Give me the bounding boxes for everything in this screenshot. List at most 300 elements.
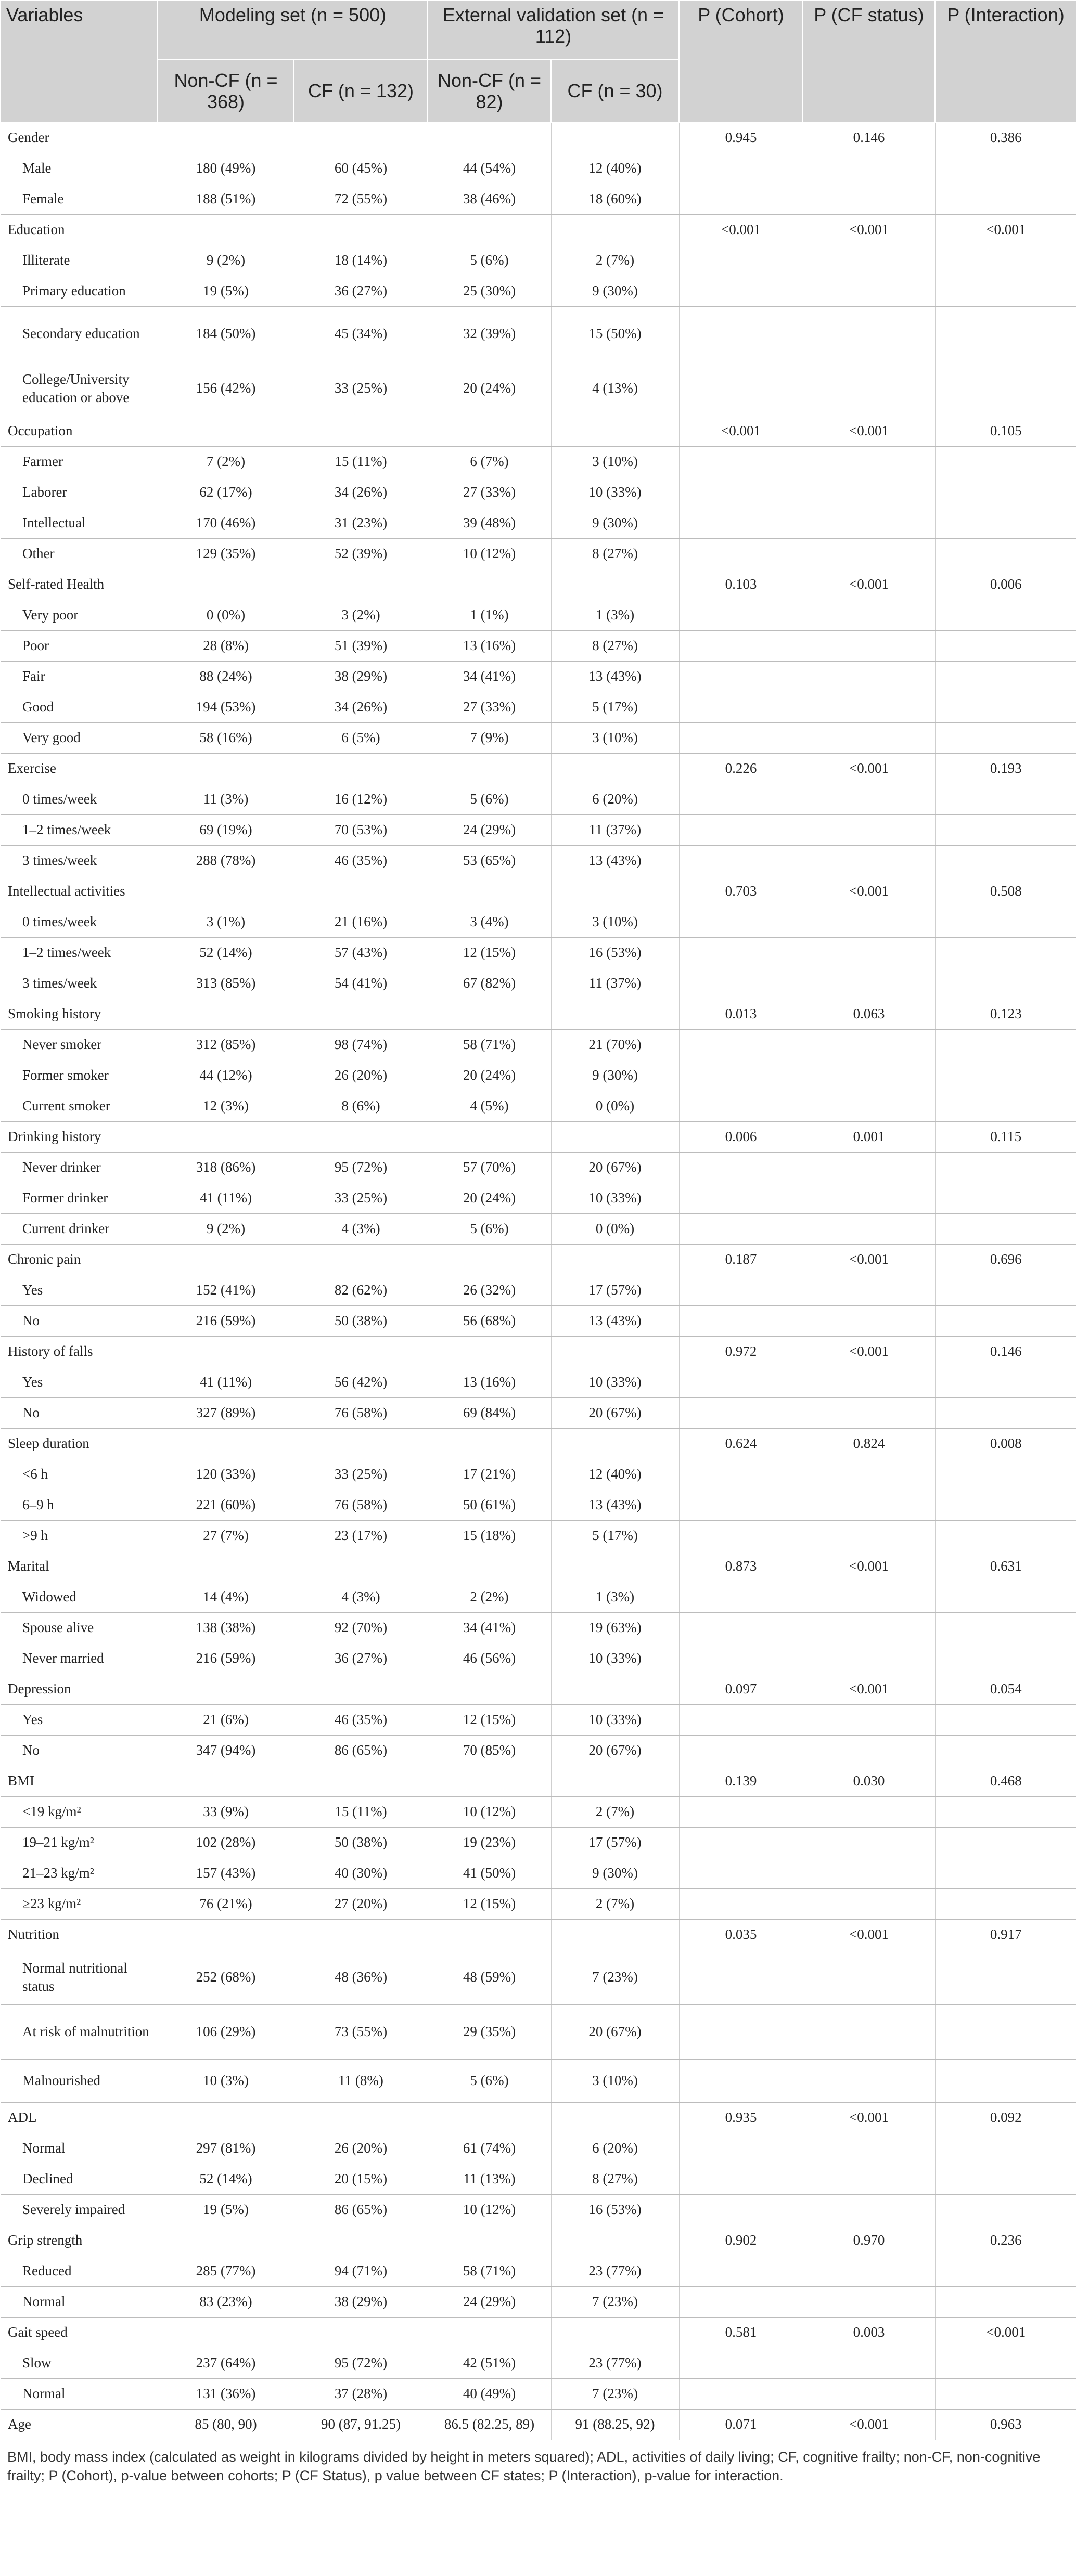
- p-cohort-cell: [679, 2195, 803, 2225]
- modeling-non-cf-cell: [158, 2318, 294, 2348]
- external-cf-cell: 9 (30%): [551, 1858, 679, 1889]
- p-cf-status-cell: [803, 276, 935, 307]
- external-cf-cell: 17 (57%): [551, 1828, 679, 1858]
- external-non-cf-cell: [428, 1337, 551, 1367]
- external-non-cf-cell: 10 (12%): [428, 539, 551, 569]
- external-non-cf-cell: 40 (49%): [428, 2379, 551, 2410]
- variable-label: Current drinker: [1, 1214, 158, 1245]
- external-non-cf-cell: 38 (46%): [428, 184, 551, 215]
- external-non-cf-cell: 20 (24%): [428, 361, 551, 416]
- table-row: [1, 245, 1076, 276]
- external-non-cf-cell: 27 (33%): [428, 477, 551, 508]
- variable-label: Occupation: [1, 416, 158, 447]
- modeling-cf-cell: 8 (6%): [294, 1091, 428, 1122]
- variable-label: BMI: [1, 1766, 158, 1797]
- category-row: [1, 1551, 1076, 1582]
- external-non-cf-cell: 58 (71%): [428, 2256, 551, 2287]
- external-non-cf-cell: 17 (21%): [428, 1459, 551, 1490]
- p-cf-status-cell: [803, 477, 935, 508]
- modeling-non-cf-cell: 76 (21%): [158, 1889, 294, 1920]
- p-cohort-cell: [679, 1582, 803, 1613]
- p-cohort-cell: [679, 1214, 803, 1245]
- variable-label: 21–23 kg/m²: [1, 1858, 158, 1889]
- external-cf-cell: 16 (53%): [551, 2195, 679, 2225]
- p-cf-status-cell: 0.146: [803, 122, 935, 153]
- p-cf-status-cell: [803, 784, 935, 815]
- external-non-cf-cell: 1 (1%): [428, 600, 551, 631]
- p-cohort-cell: [679, 1950, 803, 2005]
- modeling-non-cf-cell: 41 (11%): [158, 1183, 294, 1214]
- external-cf-cell: [551, 1122, 679, 1153]
- p-cohort-cell: [679, 508, 803, 539]
- p-cohort-cell: [679, 907, 803, 938]
- variable-label: Normal: [1, 2287, 158, 2318]
- p-cohort-cell: 0.703: [679, 876, 803, 907]
- category-row: [1, 1766, 1076, 1797]
- p-cohort-cell: 0.581: [679, 2318, 803, 2348]
- p-cf-status-cell: [803, 2005, 935, 2060]
- variable-label: Former smoker: [1, 1060, 158, 1091]
- category-row: [1, 1337, 1076, 1367]
- p-interaction-cell: 0.054: [935, 1674, 1076, 1705]
- p-interaction-cell: [935, 184, 1076, 215]
- modeling-non-cf-cell: [158, 2225, 294, 2256]
- modeling-non-cf-cell: 9 (2%): [158, 245, 294, 276]
- p-cohort-cell: [679, 361, 803, 416]
- p-cohort-cell: [679, 2379, 803, 2410]
- modeling-non-cf-cell: 88 (24%): [158, 662, 294, 692]
- p-cf-status-cell: [803, 938, 935, 968]
- modeling-cf-cell: [294, 754, 428, 784]
- p-cohort-cell: 0.006: [679, 1122, 803, 1153]
- category-row: [1, 122, 1076, 153]
- modeling-cf-cell: 56 (42%): [294, 1367, 428, 1398]
- external-non-cf-cell: [428, 1674, 551, 1705]
- p-interaction-cell: [935, 2256, 1076, 2287]
- p-interaction-cell: [935, 1828, 1076, 1858]
- p-cf-status-cell: [803, 1828, 935, 1858]
- modeling-non-cf-cell: 21 (6%): [158, 1705, 294, 1736]
- modeling-cf-cell: 15 (11%): [294, 447, 428, 477]
- table-row: [1, 600, 1076, 631]
- variable-label: 6–9 h: [1, 1490, 158, 1521]
- modeling-non-cf-cell: 28 (8%): [158, 631, 294, 662]
- external-cf-cell: 17 (57%): [551, 1275, 679, 1306]
- p-interaction-cell: 0.115: [935, 1122, 1076, 1153]
- external-cf-cell: 13 (43%): [551, 1306, 679, 1337]
- table-row: [1, 1060, 1076, 1091]
- external-cf-cell: 20 (67%): [551, 1153, 679, 1183]
- external-non-cf-cell: [428, 754, 551, 784]
- p-cohort-cell: [679, 1521, 803, 1551]
- variable-label: History of falls: [1, 1337, 158, 1367]
- external-cf-cell: [551, 876, 679, 907]
- modeling-cf-cell: 27 (20%): [294, 1889, 428, 1920]
- category-row: [1, 2103, 1076, 2133]
- modeling-cf-cell: 37 (28%): [294, 2379, 428, 2410]
- external-cf-cell: 3 (10%): [551, 907, 679, 938]
- p-interaction-cell: 0.105: [935, 416, 1076, 447]
- external-non-cf-cell: 29 (35%): [428, 2005, 551, 2060]
- table-row: [1, 1490, 1076, 1521]
- external-non-cf-cell: [428, 2318, 551, 2348]
- p-interaction-cell: [935, 662, 1076, 692]
- modeling-cf-cell: 82 (62%): [294, 1275, 428, 1306]
- external-non-cf-cell: 12 (15%): [428, 938, 551, 968]
- modeling-cf-cell: 33 (25%): [294, 361, 428, 416]
- modeling-non-cf-cell: 102 (28%): [158, 1828, 294, 1858]
- external-cf-cell: 10 (33%): [551, 1183, 679, 1214]
- modeling-non-cf-cell: 106 (29%): [158, 2005, 294, 2060]
- p-cohort-cell: 0.945: [679, 122, 803, 153]
- variable-label: 19–21 kg/m²: [1, 1828, 158, 1858]
- p-cf-status-cell: <0.001: [803, 1551, 935, 1582]
- table-row: [1, 1214, 1076, 1245]
- table-row: [1, 361, 1076, 416]
- p-cohort-cell: [679, 1091, 803, 1122]
- p-cohort-cell: [679, 153, 803, 184]
- p-cf-status-cell: <0.001: [803, 1245, 935, 1275]
- modeling-non-cf-cell: 120 (33%): [158, 1459, 294, 1490]
- external-cf-cell: 5 (17%): [551, 1521, 679, 1551]
- modeling-non-cf-cell: 156 (42%): [158, 361, 294, 416]
- table-row: [1, 662, 1076, 692]
- variable-label: Fair: [1, 662, 158, 692]
- p-cf-status-cell: 0.824: [803, 1429, 935, 1459]
- variable-label: Very poor: [1, 600, 158, 631]
- external-cf-cell: 13 (43%): [551, 846, 679, 876]
- table-row: [1, 1797, 1076, 1828]
- p-interaction-cell: [935, 1153, 1076, 1183]
- external-cf-cell: 10 (33%): [551, 1705, 679, 1736]
- modeling-non-cf-cell: 19 (5%): [158, 2195, 294, 2225]
- table-row: [1, 2005, 1076, 2060]
- modeling-cf-cell: [294, 569, 428, 600]
- p-interaction-cell: [935, 2379, 1076, 2410]
- modeling-non-cf-cell: 3 (1%): [158, 907, 294, 938]
- external-non-cf-cell: [428, 1429, 551, 1459]
- p-cohort-cell: [679, 631, 803, 662]
- p-interaction-cell: [935, 1398, 1076, 1429]
- modeling-cf-cell: 16 (12%): [294, 784, 428, 815]
- p-cf-status-cell: [803, 1306, 935, 1337]
- p-cf-status-cell: <0.001: [803, 569, 935, 600]
- p-interaction-cell: [935, 447, 1076, 477]
- p-cf-status-cell: [803, 2379, 935, 2410]
- variable-label: Gender: [1, 122, 158, 153]
- external-cf-cell: 5 (17%): [551, 692, 679, 723]
- p-cohort-cell: [679, 1153, 803, 1183]
- modeling-non-cf-cell: [158, 569, 294, 600]
- table-row: [1, 184, 1076, 215]
- p-interaction-cell: 0.696: [935, 1245, 1076, 1275]
- table-row: [1, 1582, 1076, 1613]
- external-non-cf-cell: 15 (18%): [428, 1521, 551, 1551]
- modeling-cf-cell: 31 (23%): [294, 508, 428, 539]
- modeling-cf-cell: 4 (3%): [294, 1214, 428, 1245]
- table-row: [1, 2133, 1076, 2164]
- external-non-cf-cell: 46 (56%): [428, 1643, 551, 1674]
- modeling-cf-cell: 26 (20%): [294, 1060, 428, 1091]
- table-row: [1, 1950, 1076, 2005]
- modeling-cf-cell: 73 (55%): [294, 2005, 428, 2060]
- p-cohort-cell: [679, 1613, 803, 1643]
- p-interaction-cell: [935, 2060, 1076, 2103]
- modeling-non-cf-cell: 180 (49%): [158, 153, 294, 184]
- p-cohort-cell: <0.001: [679, 215, 803, 245]
- modeling-cf-cell: [294, 1551, 428, 1582]
- header-modeling-set: Modeling set (n = 500): [158, 1, 428, 60]
- modeling-cf-cell: [294, 1337, 428, 1367]
- external-non-cf-cell: 26 (32%): [428, 1275, 551, 1306]
- p-interaction-cell: [935, 1306, 1076, 1337]
- p-cohort-cell: 0.013: [679, 999, 803, 1030]
- variable-label: Widowed: [1, 1582, 158, 1613]
- external-non-cf-cell: 42 (51%): [428, 2348, 551, 2379]
- p-cohort-cell: [679, 276, 803, 307]
- p-cohort-cell: [679, 2164, 803, 2195]
- p-interaction-cell: [935, 1214, 1076, 1245]
- variable-label: Marital: [1, 1551, 158, 1582]
- modeling-cf-cell: 98 (74%): [294, 1030, 428, 1060]
- external-cf-cell: 20 (67%): [551, 1736, 679, 1766]
- category-row: [1, 876, 1076, 907]
- p-cohort-cell: 0.624: [679, 1429, 803, 1459]
- table-row: [1, 1459, 1076, 1490]
- external-cf-cell: 7 (23%): [551, 2287, 679, 2318]
- variable-label: College/University education or above: [1, 361, 158, 416]
- p-interaction-cell: [935, 1736, 1076, 1766]
- external-cf-cell: 9 (30%): [551, 1060, 679, 1091]
- external-cf-cell: 6 (20%): [551, 2133, 679, 2164]
- modeling-cf-cell: [294, 2318, 428, 2348]
- table-row: [1, 1398, 1076, 1429]
- p-cf-status-cell: [803, 2195, 935, 2225]
- external-cf-cell: 8 (27%): [551, 2164, 679, 2195]
- p-cf-status-cell: 0.030: [803, 1766, 935, 1797]
- p-cohort-cell: [679, 968, 803, 999]
- modeling-cf-cell: 33 (25%): [294, 1183, 428, 1214]
- p-interaction-cell: [935, 361, 1076, 416]
- table-row: [1, 477, 1076, 508]
- p-interaction-cell: [935, 2287, 1076, 2318]
- modeling-cf-cell: [294, 1674, 428, 1705]
- p-interaction-cell: 0.508: [935, 876, 1076, 907]
- variable-label: ADL: [1, 2103, 158, 2133]
- p-interaction-cell: [935, 307, 1076, 361]
- p-cf-status-cell: [803, 307, 935, 361]
- p-interaction-cell: <0.001: [935, 2318, 1076, 2348]
- p-cf-status-cell: 0.001: [803, 1122, 935, 1153]
- modeling-cf-cell: 21 (16%): [294, 907, 428, 938]
- external-non-cf-cell: 20 (24%): [428, 1183, 551, 1214]
- p-cf-status-cell: [803, 692, 935, 723]
- p-cf-status-cell: [803, 662, 935, 692]
- external-non-cf-cell: 5 (6%): [428, 784, 551, 815]
- modeling-non-cf-cell: 237 (64%): [158, 2348, 294, 2379]
- modeling-non-cf-cell: [158, 1674, 294, 1705]
- table-row: [1, 539, 1076, 569]
- external-cf-cell: [551, 122, 679, 153]
- table-row: [1, 447, 1076, 477]
- modeling-cf-cell: 45 (34%): [294, 307, 428, 361]
- p-cohort-cell: [679, 1060, 803, 1091]
- variable-label: Self-rated Health: [1, 569, 158, 600]
- external-cf-cell: 3 (10%): [551, 2060, 679, 2103]
- p-interaction-cell: [935, 1705, 1076, 1736]
- p-cohort-cell: [679, 1183, 803, 1214]
- external-non-cf-cell: [428, 1920, 551, 1950]
- p-cohort-cell: [679, 1797, 803, 1828]
- modeling-non-cf-cell: [158, 754, 294, 784]
- modeling-cf-cell: 86 (65%): [294, 1736, 428, 1766]
- modeling-non-cf-cell: 27 (7%): [158, 1521, 294, 1551]
- p-cohort-cell: [679, 1398, 803, 1429]
- external-cf-cell: 10 (33%): [551, 1643, 679, 1674]
- external-cf-cell: 0 (0%): [551, 1214, 679, 1245]
- table-row: [1, 2195, 1076, 2225]
- external-non-cf-cell: 10 (12%): [428, 2195, 551, 2225]
- modeling-cf-cell: 46 (35%): [294, 1705, 428, 1736]
- p-cf-status-cell: [803, 1398, 935, 1429]
- external-non-cf-cell: 7 (9%): [428, 723, 551, 754]
- p-cohort-cell: [679, 2133, 803, 2164]
- modeling-cf-cell: [294, 1245, 428, 1275]
- p-interaction-cell: [935, 815, 1076, 846]
- modeling-cf-cell: 4 (3%): [294, 1582, 428, 1613]
- variable-label: Slow: [1, 2348, 158, 2379]
- p-cf-status-cell: [803, 2133, 935, 2164]
- external-cf-cell: 8 (27%): [551, 631, 679, 662]
- p-interaction-cell: [935, 1367, 1076, 1398]
- p-interaction-cell: [935, 539, 1076, 569]
- category-row: [1, 754, 1076, 784]
- external-cf-cell: 21 (70%): [551, 1030, 679, 1060]
- modeling-cf-cell: 52 (39%): [294, 539, 428, 569]
- external-cf-cell: [551, 569, 679, 600]
- modeling-cf-cell: [294, 1429, 428, 1459]
- external-non-cf-cell: 5 (6%): [428, 1214, 551, 1245]
- modeling-non-cf-cell: 152 (41%): [158, 1275, 294, 1306]
- p-cf-status-cell: [803, 539, 935, 569]
- p-cohort-cell: [679, 447, 803, 477]
- variable-label: Declined: [1, 2164, 158, 2195]
- modeling-non-cf-cell: [158, 1766, 294, 1797]
- external-cf-cell: [551, 1551, 679, 1582]
- modeling-non-cf-cell: 188 (51%): [158, 184, 294, 215]
- p-interaction-cell: [935, 1613, 1076, 1643]
- p-cohort-cell: [679, 2287, 803, 2318]
- external-cf-cell: [551, 1920, 679, 1950]
- external-non-cf-cell: 58 (71%): [428, 1030, 551, 1060]
- modeling-cf-cell: 50 (38%): [294, 1828, 428, 1858]
- p-cf-status-cell: [803, 1858, 935, 1889]
- modeling-non-cf-cell: 184 (50%): [158, 307, 294, 361]
- external-non-cf-cell: 39 (48%): [428, 508, 551, 539]
- p-interaction-cell: [935, 1858, 1076, 1889]
- modeling-non-cf-cell: 221 (60%): [158, 1490, 294, 1521]
- p-cf-status-cell: [803, 1214, 935, 1245]
- p-cf-status-cell: [803, 631, 935, 662]
- p-cohort-cell: 0.972: [679, 1337, 803, 1367]
- p-cf-status-cell: [803, 968, 935, 999]
- p-interaction-cell: [935, 907, 1076, 938]
- table-row: [1, 1306, 1076, 1337]
- modeling-non-cf-cell: 0 (0%): [158, 600, 294, 631]
- p-cf-status-cell: [803, 1797, 935, 1828]
- table-row: [1, 153, 1076, 184]
- modeling-cf-cell: 95 (72%): [294, 2348, 428, 2379]
- p-cf-status-cell: [803, 1736, 935, 1766]
- external-non-cf-cell: 50 (61%): [428, 1490, 551, 1521]
- p-cf-status-cell: [803, 846, 935, 876]
- variable-label: Severely impaired: [1, 2195, 158, 2225]
- variable-label: Female: [1, 184, 158, 215]
- variable-label: Depression: [1, 1674, 158, 1705]
- external-non-cf-cell: 34 (41%): [428, 1613, 551, 1643]
- external-cf-cell: 3 (10%): [551, 447, 679, 477]
- variable-label: Never drinker: [1, 1153, 158, 1183]
- category-row: [1, 215, 1076, 245]
- external-non-cf-cell: 5 (6%): [428, 245, 551, 276]
- variable-label: 0 times/week: [1, 907, 158, 938]
- variable-label: Chronic pain: [1, 1245, 158, 1275]
- table-row: [1, 1030, 1076, 1060]
- modeling-non-cf-cell: [158, 215, 294, 245]
- modeling-non-cf-cell: 14 (4%): [158, 1582, 294, 1613]
- category-row: [1, 2410, 1076, 2440]
- modeling-non-cf-cell: [158, 999, 294, 1030]
- external-non-cf-cell: 32 (39%): [428, 307, 551, 361]
- external-cf-cell: 11 (37%): [551, 815, 679, 846]
- p-cf-status-cell: [803, 2348, 935, 2379]
- p-cf-status-cell: <0.001: [803, 1337, 935, 1367]
- variable-label: Former drinker: [1, 1183, 158, 1214]
- external-non-cf-cell: 13 (16%): [428, 631, 551, 662]
- modeling-non-cf-cell: 11 (3%): [158, 784, 294, 815]
- p-cohort-cell: [679, 184, 803, 215]
- variable-label: Exercise: [1, 754, 158, 784]
- header-modeling-non-cf: Non-CF (n = 368): [158, 60, 294, 122]
- external-cf-cell: 1 (3%): [551, 600, 679, 631]
- header-external-validation-set: External validation set (n = 112): [428, 1, 679, 60]
- modeling-non-cf-cell: [158, 2103, 294, 2133]
- p-cohort-cell: [679, 600, 803, 631]
- modeling-non-cf-cell: 33 (9%): [158, 1797, 294, 1828]
- external-non-cf-cell: [428, 1245, 551, 1275]
- category-row: [1, 1920, 1076, 1950]
- external-non-cf-cell: [428, 122, 551, 153]
- external-cf-cell: [551, 999, 679, 1030]
- p-cf-status-cell: <0.001: [803, 876, 935, 907]
- external-cf-cell: 15 (50%): [551, 307, 679, 361]
- p-cohort-cell: [679, 477, 803, 508]
- modeling-cf-cell: 46 (35%): [294, 846, 428, 876]
- external-cf-cell: [551, 1429, 679, 1459]
- table-row: [1, 1736, 1076, 1766]
- external-non-cf-cell: 69 (84%): [428, 1398, 551, 1429]
- variable-label: Laborer: [1, 477, 158, 508]
- modeling-cf-cell: 76 (58%): [294, 1398, 428, 1429]
- modeling-non-cf-cell: 194 (53%): [158, 692, 294, 723]
- variable-label: Never married: [1, 1643, 158, 1674]
- variable-label: Primary education: [1, 276, 158, 307]
- p-cf-status-cell: [803, 1889, 935, 1920]
- p-cf-status-cell: [803, 815, 935, 846]
- modeling-cf-cell: 94 (71%): [294, 2256, 428, 2287]
- external-cf-cell: 4 (13%): [551, 361, 679, 416]
- header-variables: Variables: [1, 1, 158, 122]
